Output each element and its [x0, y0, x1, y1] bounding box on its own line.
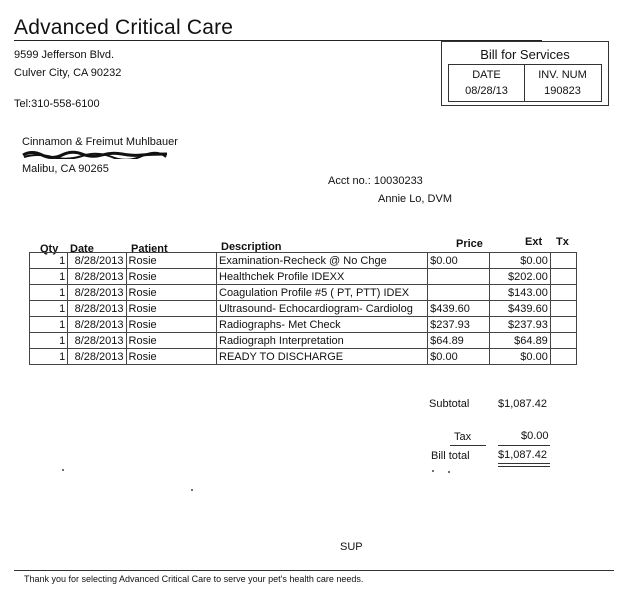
cell-qty: 1: [30, 349, 68, 365]
clinic-name: Advanced Critical Care: [14, 16, 234, 39]
table-row: [30, 269, 577, 285]
cell-ext: $0.00: [490, 253, 550, 269]
scan-speck: [191, 489, 193, 491]
cell-date: 8/28/2013: [68, 349, 126, 365]
cell-patient: Rosie: [126, 301, 216, 317]
cell-price: [428, 285, 490, 301]
subtotal-label: Subtotal: [429, 398, 470, 410]
cell-tx: [550, 317, 576, 333]
bill-total-label: Bill total: [431, 450, 470, 462]
cell-price: $0.00: [428, 349, 490, 365]
cell-description: Ultrasound- Echocardiogram- Cardiolog: [217, 301, 428, 317]
tax-value-underline: [498, 445, 550, 446]
cell-tx: [550, 301, 576, 317]
clinic-address-line1: 9599 Jefferson Blvd.: [14, 49, 115, 61]
scan-speck: [448, 471, 450, 473]
footer-thanks: Thank you for selecting Advanced Critical Care to serve your pet's health care needs.: [24, 574, 364, 584]
redacted-street-mark: [22, 150, 168, 159]
invoice-number-value: 190823: [544, 85, 581, 97]
line-items-body: [30, 253, 577, 365]
cell-description: Healthchek Profile IDEXX: [217, 269, 428, 285]
cell-date: 8/28/2013: [68, 333, 126, 349]
cell-patient: Rosie: [126, 253, 216, 269]
cell-tx: [550, 253, 576, 269]
col-ext: Ext: [525, 236, 543, 248]
col-tx: Tx: [556, 236, 569, 248]
cell-ext: $143.00: [490, 285, 550, 301]
table-row: [30, 301, 577, 317]
line-items-table: [29, 252, 577, 365]
cell-tx: [550, 333, 576, 349]
cell-price: [428, 269, 490, 285]
client-name: Cinnamon & Freimut Muhlbauer: [22, 136, 178, 148]
table-row: [30, 317, 577, 333]
date-value: 08/28/13: [465, 85, 508, 97]
cell-price: $64.89: [428, 333, 490, 349]
cell-description: READY TO DISCHARGE: [217, 349, 428, 365]
cell-qty: 1: [30, 317, 68, 333]
cell-price: $237.93: [428, 317, 490, 333]
account-label: Acct no.:: [328, 175, 371, 187]
cell-patient: Rosie: [126, 349, 216, 365]
account-number: [328, 175, 423, 187]
cell-ext: $439.60: [490, 301, 550, 317]
cell-tx: [550, 285, 576, 301]
col-price: Price: [456, 238, 483, 250]
cell-qty: 1: [30, 333, 68, 349]
cell-patient: Rosie: [126, 285, 216, 301]
cell-qty: 1: [30, 253, 68, 269]
tax-value: $0.00: [521, 430, 549, 442]
bill-for-services-box: [441, 41, 609, 106]
cell-qty: 1: [30, 269, 68, 285]
footer-rule: [14, 570, 614, 571]
cell-description: Coagulation Profile #5 ( PT, PTT) IDEX: [217, 285, 428, 301]
date-label: DATE: [472, 69, 501, 81]
subtotal-value: $1,087.42: [498, 398, 547, 410]
bill-box-grid: [448, 64, 602, 102]
account-value: 10030233: [373, 175, 423, 187]
table-row: [30, 333, 577, 349]
cell-description: Examination-Recheck @ No Chge: [217, 253, 428, 269]
cell-patient: Rosie: [126, 269, 216, 285]
cell-ext: $0.00: [490, 349, 550, 365]
col-description: Description: [221, 241, 282, 253]
scan-speck: [432, 470, 434, 472]
bill-box-title: Bill for Services: [480, 47, 570, 62]
col-patient: Patient: [131, 243, 168, 255]
scan-speck: [62, 469, 64, 471]
cell-tx: [550, 269, 576, 285]
cell-date: 8/28/2013: [68, 301, 126, 317]
bill-total-underline-2: [498, 466, 550, 467]
cell-price: $0.00: [428, 253, 490, 269]
cell-qty: 1: [30, 301, 68, 317]
cell-tx: [550, 349, 576, 365]
table-row: [30, 253, 577, 269]
cell-date: 8/28/2013: [68, 285, 126, 301]
footer-code: SUP: [340, 541, 363, 553]
table-row: [30, 349, 577, 365]
client-city: Malibu, CA 90265: [22, 163, 109, 175]
clinic-address-line2: Culver City, CA 90232: [14, 67, 122, 79]
cell-date: 8/28/2013: [68, 317, 126, 333]
bill-total-value: $1,087.42: [498, 449, 547, 461]
cell-qty: 1: [30, 285, 68, 301]
cell-ext: $237.93: [490, 317, 550, 333]
doctor-name: Annie Lo, DVM: [378, 193, 452, 205]
col-qty: Qty: [40, 243, 59, 255]
tax-label: Tax: [454, 431, 472, 443]
cell-date: 8/28/2013: [68, 269, 126, 285]
tax-label-underline: [450, 445, 486, 446]
col-date: Date: [70, 243, 94, 255]
cell-ext: $64.89: [490, 333, 550, 349]
cell-patient: Rosie: [126, 317, 216, 333]
table-row: [30, 285, 577, 301]
invoice-number-label: INV. NUM: [538, 69, 587, 81]
bill-total-underline-1: [498, 463, 550, 464]
cell-date: 8/28/2013: [68, 253, 126, 269]
cell-ext: $202.00: [490, 269, 550, 285]
clinic-phone: Tel:310-558-6100: [14, 98, 100, 110]
cell-description: Radiographs- Met Check: [217, 317, 428, 333]
cell-patient: Rosie: [126, 333, 216, 349]
cell-price: $439.60: [428, 301, 490, 317]
cell-description: Radiograph Interpretation: [217, 333, 428, 349]
